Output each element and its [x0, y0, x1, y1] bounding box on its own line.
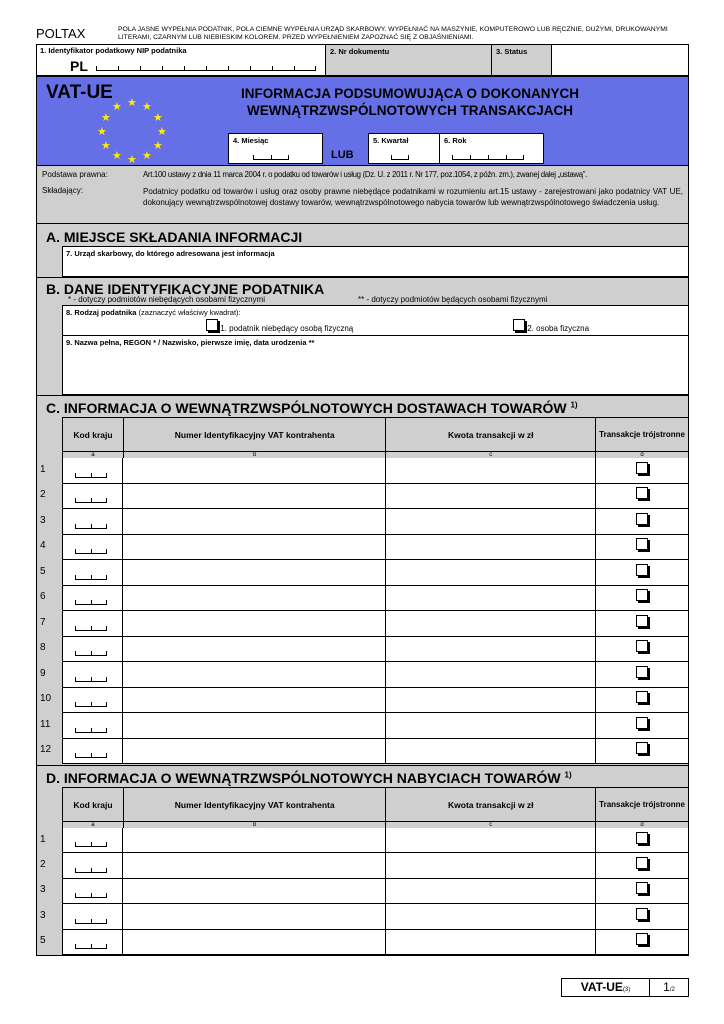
row-number: 9: [40, 667, 46, 679]
country-code-ticks: [75, 651, 107, 656]
col-triangular: Transakcje trójstronne: [596, 788, 689, 822]
col-amount: Kwota transakcji w zł: [386, 418, 596, 452]
star-icon: ★: [127, 97, 137, 109]
row-number: 7: [40, 616, 46, 628]
table-row: [36, 458, 689, 484]
vat-number-cell[interactable]: [123, 853, 386, 878]
table-row: [36, 662, 689, 688]
table-row: [36, 688, 689, 714]
table-row: [36, 904, 689, 929]
taxpayer-type-hint: (zaznaczyć właściwy kwadrat):: [138, 308, 241, 317]
table-row: [36, 535, 689, 561]
vat-number-cell[interactable]: [123, 637, 386, 663]
country-code-cell[interactable]: [62, 739, 123, 765]
document-number-label: 2. Nr dokumentu: [330, 47, 390, 56]
country-code-ticks: [75, 575, 107, 580]
vat-number-cell[interactable]: [123, 739, 386, 765]
country-code-cell[interactable]: [62, 828, 123, 853]
eu-stars: [98, 98, 168, 164]
country-code-ticks: [75, 944, 107, 949]
nip-prefix: PL: [70, 58, 88, 74]
status-label: 3. Status: [496, 47, 528, 56]
row-number: 3: [40, 909, 46, 921]
country-code-ticks: [75, 549, 107, 554]
amount-cell[interactable]: [386, 828, 596, 853]
section-b-note1: * - dotyczy podmiotów niebędących osobami fizycznymi: [68, 295, 265, 304]
vat-number-cell[interactable]: [123, 713, 386, 739]
triangular-cell[interactable]: [596, 688, 689, 714]
basis-label: Podstawa prawna:: [42, 170, 108, 179]
option-non-natural[interactable]: [206, 319, 353, 333]
country-code-ticks: [75, 893, 107, 898]
col-letter: a: [63, 822, 124, 829]
section-b-title: B. DANE IDENTYFIKACYJNE PODATNIKA: [46, 281, 325, 297]
vat-number-cell[interactable]: [123, 879, 386, 904]
row-number: 1: [40, 833, 46, 845]
amount-cell[interactable]: [386, 904, 596, 929]
amount-cell[interactable]: [386, 930, 596, 955]
amount-cell[interactable]: [386, 713, 596, 739]
triangular-cell[interactable]: [596, 662, 689, 688]
row-number: 10: [40, 693, 52, 705]
triangular-cell[interactable]: [596, 713, 689, 739]
section-c-title-text: C. INFORMACJA O WEWNĄTRZWSPÓLNOTOWYCH DOSTAWACH TOWARÓW: [46, 400, 567, 416]
row-number: 8: [40, 642, 46, 654]
vat-number-cell[interactable]: [123, 662, 386, 688]
table-row: [36, 739, 689, 765]
col-letter: c: [386, 452, 596, 459]
form-title: [200, 85, 620, 119]
month-label: 4. Miesiąc: [233, 136, 269, 145]
quarter-label: 5. Kwartał: [373, 136, 409, 145]
country-code-cell[interactable]: [62, 879, 123, 904]
amount-cell[interactable]: [386, 484, 596, 510]
or-label: LUB: [331, 149, 354, 161]
country-code-cell[interactable]: [62, 637, 123, 663]
amount-cell[interactable]: [386, 739, 596, 765]
col-vat-number: Numer Identyfikacyjny VAT kontrahenta: [123, 418, 386, 452]
tax-office-label: 7. Urząd skarbowy, do którego adresowana jest informacja: [66, 249, 275, 258]
amount-cell[interactable]: [386, 535, 596, 561]
row-number: 5: [40, 565, 46, 577]
table-row: [36, 611, 689, 637]
status-field: [492, 45, 552, 75]
nip-label: 1. Identyfikator podatkowy NIP podatnika: [40, 46, 187, 55]
vat-number-cell[interactable]: [123, 828, 386, 853]
form-title-line2: WEWNĄTRZWSPÓLNOTOWYCH TRANSAKCJACH: [247, 103, 573, 118]
triangular-cell[interactable]: [596, 484, 689, 510]
triangular-cell[interactable]: [596, 586, 689, 612]
star-icon: ★: [97, 126, 107, 138]
footer-form-code-cell: [562, 979, 650, 996]
table-row: [36, 713, 689, 739]
triangular-cell[interactable]: [596, 828, 689, 853]
col-country-code: Kod kraju: [63, 788, 124, 822]
full-name-field[interactable]: [62, 336, 689, 395]
triangular-cell[interactable]: [596, 904, 689, 929]
triangular-cell[interactable]: [596, 458, 689, 484]
row-number: 6: [40, 591, 46, 603]
country-code-ticks: [75, 842, 107, 847]
country-code-ticks: [75, 919, 107, 924]
country-code-ticks: [75, 677, 107, 682]
footer-page: 1: [663, 980, 670, 994]
country-code-ticks: [75, 868, 107, 873]
star-icon: ★: [157, 126, 167, 138]
section-a-title: A. MIEJSCE SKŁADANIA INFORMACJI: [46, 229, 303, 245]
section-d-table: [62, 787, 689, 829]
star-icon: ★: [112, 150, 122, 162]
country-code-cell[interactable]: [62, 535, 123, 561]
vat-number-cell[interactable]: [123, 484, 386, 510]
amount-cell[interactable]: [386, 458, 596, 484]
star-icon: ★: [101, 112, 111, 124]
checkbox-icon[interactable]: [636, 462, 648, 474]
vat-number-cell[interactable]: [123, 586, 386, 612]
amount-cell[interactable]: [386, 611, 596, 637]
col-letter: a: [63, 452, 124, 459]
basis-text: Art.100 ustawy z dnia 11 marca 2004 r. o podatku od towarów i usług (Dz. U. z 2011 r. Nr 177, poz.1054, z późn. zm.), zwanej dalej „ustawą”.: [143, 170, 587, 179]
country-code-cell[interactable]: [62, 509, 123, 535]
footer-box: [561, 978, 689, 997]
footer-page-cell: [650, 979, 688, 996]
table-row: [36, 560, 689, 586]
country-code-cell[interactable]: [62, 713, 123, 739]
vat-number-cell[interactable]: [123, 930, 386, 955]
taxpayer-type-label: 8. Rodzaj podatnika: [66, 308, 137, 317]
checkbox-icon[interactable]: [636, 564, 648, 576]
country-code-cell[interactable]: [62, 904, 123, 929]
taxpayer-type-field: [62, 305, 689, 336]
checkbox-icon[interactable]: [636, 742, 648, 754]
taxpayer-type-label-wrap: [66, 308, 241, 317]
checkbox-icon[interactable]: [636, 691, 648, 703]
vat-number-cell[interactable]: [123, 560, 386, 586]
checkbox-icon[interactable]: [636, 832, 648, 844]
tax-office-field[interactable]: [62, 246, 689, 277]
row-number: 11: [40, 718, 51, 730]
month-ticks: [253, 155, 289, 160]
checkbox-icon[interactable]: [636, 640, 648, 652]
country-code-cell[interactable]: [62, 560, 123, 586]
amount-cell[interactable]: [386, 879, 596, 904]
year-label: 6. Rok: [444, 136, 467, 145]
form-code-title: VAT-UE: [46, 82, 113, 103]
triangular-cell[interactable]: [596, 611, 689, 637]
checkbox-icon[interactable]: [636, 615, 648, 627]
table-row: [36, 509, 689, 535]
section-d-title-text: D. INFORMACJA O WEWNĄTRZWSPÓLNOTOWYCH NABYCIACH TOWARÓW: [46, 770, 561, 786]
table-row: [36, 853, 689, 878]
vat-number-cell[interactable]: [123, 611, 386, 637]
section-b-note2: ** - dotyczy podmiotów będących osobami fizycznymi: [358, 295, 548, 304]
country-code-cell[interactable]: [62, 853, 123, 878]
vat-number-cell[interactable]: [123, 688, 386, 714]
row-number: 4: [40, 540, 46, 552]
checkbox-icon[interactable]: [636, 589, 648, 601]
amount-cell[interactable]: [386, 586, 596, 612]
country-code-cell[interactable]: [62, 458, 123, 484]
checkbox-icon[interactable]: [636, 538, 648, 550]
country-code-cell[interactable]: [62, 930, 123, 955]
nip-ticks: [96, 66, 316, 71]
table-row: [36, 586, 689, 612]
amount-cell[interactable]: [386, 637, 596, 663]
filers-label: Składający:: [42, 186, 83, 195]
vat-number-cell[interactable]: [123, 509, 386, 535]
country-code-cell[interactable]: [62, 688, 123, 714]
table-row: [36, 930, 689, 955]
month-field[interactable]: [228, 133, 323, 164]
section-c-table: [62, 417, 689, 459]
year-ticks: [452, 155, 524, 160]
star-icon: ★: [142, 101, 152, 113]
col-letter: d: [596, 822, 689, 829]
country-code-ticks: [75, 702, 107, 707]
nip-field[interactable]: [36, 44, 326, 76]
brand-label: POLTAX: [36, 26, 86, 41]
triangular-cell[interactable]: [596, 535, 689, 561]
section-c-footnote: 1): [570, 400, 578, 410]
instructions-text: POLA JASNE WYPEŁNIA PODATNIK, POLA CIEMNE WYPEŁNIA URZĄD SKARBOWY. WYPEŁNIAĆ NA MASZYNIE, KOMPUTEROWO LUB RĘCZNIE, DUŻYMI, DRUKOWANYMI LITERAMI, CZARNYM LUB NIEBIESKIM KOLOREM. PRZED WYPEŁNIENIEM ZAPOZNAĆ SIĘ Z OBJAŚNIENIAMI.: [118, 26, 668, 41]
triangular-cell[interactable]: [596, 930, 689, 955]
checkbox-icon[interactable]: [513, 319, 525, 331]
country-code-cell[interactable]: [62, 484, 123, 510]
col-triangular: Transakcje trójstronne: [596, 418, 689, 452]
section-d-title: [46, 770, 572, 786]
triangular-cell[interactable]: [596, 879, 689, 904]
checkbox-icon[interactable]: [636, 908, 648, 920]
table-row: [36, 637, 689, 663]
amount-cell[interactable]: [386, 662, 596, 688]
section-c-title: [46, 400, 578, 416]
country-code-ticks: [75, 524, 107, 529]
country-code-ticks: [75, 498, 107, 503]
col-letter: b: [123, 822, 386, 829]
checkbox-icon[interactable]: [636, 717, 648, 729]
star-icon: ★: [142, 150, 152, 162]
country-code-ticks: [75, 600, 107, 605]
triangular-cell[interactable]: [596, 739, 689, 765]
checkbox-icon[interactable]: [206, 319, 218, 331]
checkbox-icon[interactable]: [636, 882, 648, 894]
document-number-field: [326, 45, 492, 75]
row-number: 3: [40, 514, 46, 526]
option-natural-person-label: 2. osoba fizyczna: [527, 324, 590, 333]
quarter-field[interactable]: [368, 133, 440, 164]
col-letter: b: [123, 452, 386, 459]
checkbox-icon[interactable]: [636, 666, 648, 678]
year-field[interactable]: [439, 133, 544, 164]
quarter-ticks: [391, 155, 409, 160]
filers-text: Podatnicy podatku od towarów i usług oraz osoby prawne niebędące podatnikami w rozumieniu art.15 ustawy - zarejestrowani jako podatnicy VAT UE, dokonujący wewnątrzwspólnotowej dostawy towarów, wewnątrzwspólnotowego nabycia towarów lub wewnątrzwspólnotowego świadczenia usług.: [143, 187, 683, 207]
checkbox-icon[interactable]: [636, 513, 648, 525]
triangular-cell[interactable]: [596, 637, 689, 663]
table-row: [36, 828, 689, 853]
amount-cell[interactable]: [386, 853, 596, 878]
amount-cell[interactable]: [386, 560, 596, 586]
country-code-ticks: [75, 626, 107, 631]
table-row: [36, 484, 689, 510]
vat-number-cell[interactable]: [123, 535, 386, 561]
checkbox-icon[interactable]: [636, 487, 648, 499]
star-icon: ★: [112, 101, 122, 113]
country-code-ticks: [75, 728, 107, 733]
checkbox-icon[interactable]: [636, 933, 648, 945]
country-code-ticks: [75, 473, 107, 478]
country-code-cell[interactable]: [62, 611, 123, 637]
triangular-cell[interactable]: [596, 509, 689, 535]
option-natural-person[interactable]: [513, 319, 589, 333]
table-row: [36, 879, 689, 904]
amount-cell[interactable]: [386, 688, 596, 714]
section-d-footnote: 1): [564, 770, 572, 780]
row-number: 5: [40, 935, 46, 947]
star-icon: ★: [101, 140, 111, 152]
country-code-cell[interactable]: [62, 662, 123, 688]
row-number: 3: [40, 884, 46, 896]
footer-form-code: VAT-UE: [580, 980, 623, 994]
footer-page-total: /2: [669, 987, 675, 993]
star-icon: ★: [153, 140, 163, 152]
row-number: 2: [40, 859, 46, 871]
row-number: 12: [40, 744, 52, 756]
triangular-cell[interactable]: [596, 853, 689, 878]
row-number: 1: [40, 463, 46, 475]
row-number: 2: [40, 489, 46, 501]
footer-version: (3): [622, 987, 631, 993]
col-letter: d: [596, 452, 689, 459]
col-letter: c: [386, 822, 596, 829]
option-non-natural-label: 1. podatnik niebędący osobą fizyczną: [220, 324, 354, 333]
country-code-ticks: [75, 753, 107, 758]
col-vat-number: Numer Identyfikacyjny VAT kontrahenta: [123, 788, 386, 822]
triangular-cell[interactable]: [596, 560, 689, 586]
star-icon: ★: [127, 154, 137, 166]
vat-number-cell[interactable]: [123, 458, 386, 484]
full-name-label: 9. Nazwa pełna, REGON * / Nazwisko, pierwsze imię, data urodzenia **: [66, 338, 315, 347]
vat-number-cell[interactable]: [123, 904, 386, 929]
country-code-cell[interactable]: [62, 586, 123, 612]
amount-cell[interactable]: [386, 509, 596, 535]
checkbox-icon[interactable]: [636, 857, 648, 869]
form-title-line1: INFORMACJA PODSUMOWUJĄCA O DOKONANYCH: [240, 86, 579, 101]
col-amount: Kwota transakcji w zł: [386, 788, 596, 822]
star-icon: ★: [153, 112, 163, 124]
col-country-code: Kod kraju: [63, 418, 124, 452]
